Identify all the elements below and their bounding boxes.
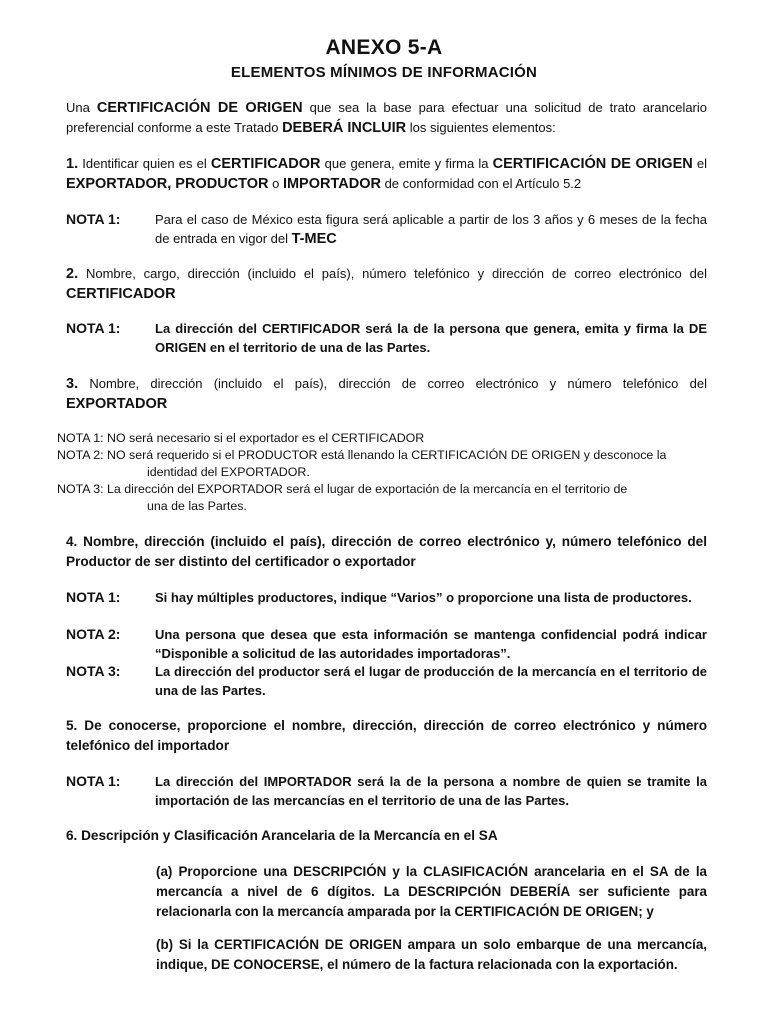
item-6-subitem-b: (b) Si la CERTIFICACIÓN DE ORIGEN ampara un solo embarque de una mercancía, indique, DE CONOCERSE, el número de la factura relacionada con la exportación.	[156, 937, 707, 972]
note-text: Si hay múltiples productores, indique “Varios” o proporcione una lista de productores.	[155, 590, 692, 605]
item-3-note-3: NOTA 3: La dirección del EXPORTADOR será el lugar de exportación de la mercancía en el territorio de	[57, 482, 628, 496]
item-1-text-1: Identificar quien es el	[78, 156, 211, 171]
note-text: La dirección del productor será el lugar de producción de la mercancía en el territorio de una de las Partes.	[155, 664, 707, 698]
item-3-note-2: NOTA 2: NO será requerido si el PRODUCTOR está llenando la CERTIFICACIÓN DE ORIGEN y desconoce la	[57, 448, 667, 462]
intro-text-3: los siguientes elementos:	[406, 120, 556, 135]
intro-bold-1: CERTIFICACIÓN DE ORIGEN	[96, 100, 303, 116]
item-2-bold-1: CERTIFICADOR	[66, 286, 176, 302]
intro-paragraph	[66, 98, 707, 138]
item-5-paragraph: 5. De conocerse, proporcione el nombre, dirección, dirección de correo electrónico y número telefónico del importador	[66, 718, 707, 753]
note-text	[155, 210, 707, 249]
document-title: ANEXO 5-A	[325, 36, 443, 59]
note-label: NOTA 1:	[66, 320, 121, 336]
item-1-paragraph	[66, 154, 707, 194]
intro-text-2: que sea la base para efectuar una solicitud de trato arancelario preferencial conforme a este Tratado	[66, 100, 708, 135]
item-4-paragraph: 4. Nombre, dirección (incluido el país), dirección de correo electrónico y, número telefónico del Productor de ser distinto del certificador o exportador	[66, 534, 707, 569]
note-bold-1: T-MEC	[291, 231, 337, 247]
item-3-paragraph	[66, 374, 707, 414]
item-3-note-1: NOTA 1: NO será necesario si el exportador es el CERTIFICADOR	[57, 431, 425, 445]
item-1-note	[66, 210, 707, 249]
item-3-note-3-cont: una de las Partes.	[147, 499, 247, 513]
document-subtitle: ELEMENTOS MÍNIMOS DE INFORMACIÓN	[230, 64, 538, 81]
item-2-text-1: Nombre, cargo, dirección (incluido el país), número telefónico y dirección de correo electrónico del	[78, 266, 707, 281]
note-label: NOTA 1:	[66, 589, 121, 605]
item-2-number: 2.	[66, 266, 79, 282]
note-label: NOTA 2:	[66, 626, 121, 642]
note-label: NOTA 1:	[66, 211, 121, 227]
item-1-bold-1: CERTIFICADOR	[210, 156, 321, 172]
item-3-note-2-cont: identidad del EXPORTADOR.	[147, 465, 310, 479]
item-4-note-2	[66, 625, 707, 663]
item-3-notes	[57, 430, 707, 515]
item-1-number: 1.	[66, 156, 79, 172]
item-3-bold-1: EXPORTADOR	[66, 396, 168, 412]
note-label: NOTA 3:	[66, 663, 121, 679]
note-text: Una persona que desea que esta información se mantenga confidencial podrá indicar “Disponible a solicitud de las autoridades importadoras”.	[155, 627, 707, 661]
item-1-bold-2: CERTIFICACIÓN DE ORIGEN	[492, 156, 693, 172]
item-2-note	[66, 319, 707, 357]
item-4-note-3	[66, 662, 707, 700]
item-5-note	[66, 772, 707, 810]
item-1-text-3: el	[692, 156, 708, 171]
item-6-subitem-a: (a) Proporcione una DESCRIPCIÓN y la CLASIFICACIÓN arancelaria en el SA de la mercancía a nivel de 6 dígitos. La DESCRIPCIÓN DEBERÍA ser suficiente para relacionarla con la mercancía amparada por la CERTIFICACIÓN DE ORIGEN; y	[156, 864, 707, 919]
item-1-text-2: que genera, emite y firma la	[320, 156, 493, 171]
note-label: NOTA 1:	[66, 773, 121, 789]
item-3-number: 3.	[66, 376, 79, 392]
item-1-text-4: o	[268, 176, 283, 191]
intro-bold-2: DEBERÁ INCLUIR	[282, 120, 407, 136]
note-text-1: Para el caso de México esta figura será aplicable a partir de los 3 años y 6 meses de la fecha de entrada en vigor del	[155, 212, 707, 246]
note-text: La dirección del IMPORTADOR será la de la persona a nombre de quien se tramite la importación de las mercancías en el territorio de una de las Partes.	[155, 774, 707, 808]
item-3-text-1: Nombre, dirección (incluido el país), dirección de correo electrónico y número telefónico del	[78, 376, 707, 391]
item-2-paragraph	[66, 264, 707, 304]
item-1-bold-3: EXPORTADOR, PRODUCTOR	[66, 176, 269, 192]
note-text: La dirección del CERTIFICADOR será la de la persona que genera, emita y firma la DE ORIGEN en el territorio de una de las Partes.	[155, 321, 707, 355]
item-1-text-5: de conformidad con el Artículo 5.2	[380, 176, 582, 191]
item-1-bold-4: IMPORTADOR	[282, 176, 381, 192]
item-4-note-1	[66, 588, 707, 607]
item-6-paragraph: 6. Descripción y Clasificación Arancelaria de la Mercancía en el SA	[66, 828, 498, 843]
intro-text-1: Una	[66, 100, 97, 115]
